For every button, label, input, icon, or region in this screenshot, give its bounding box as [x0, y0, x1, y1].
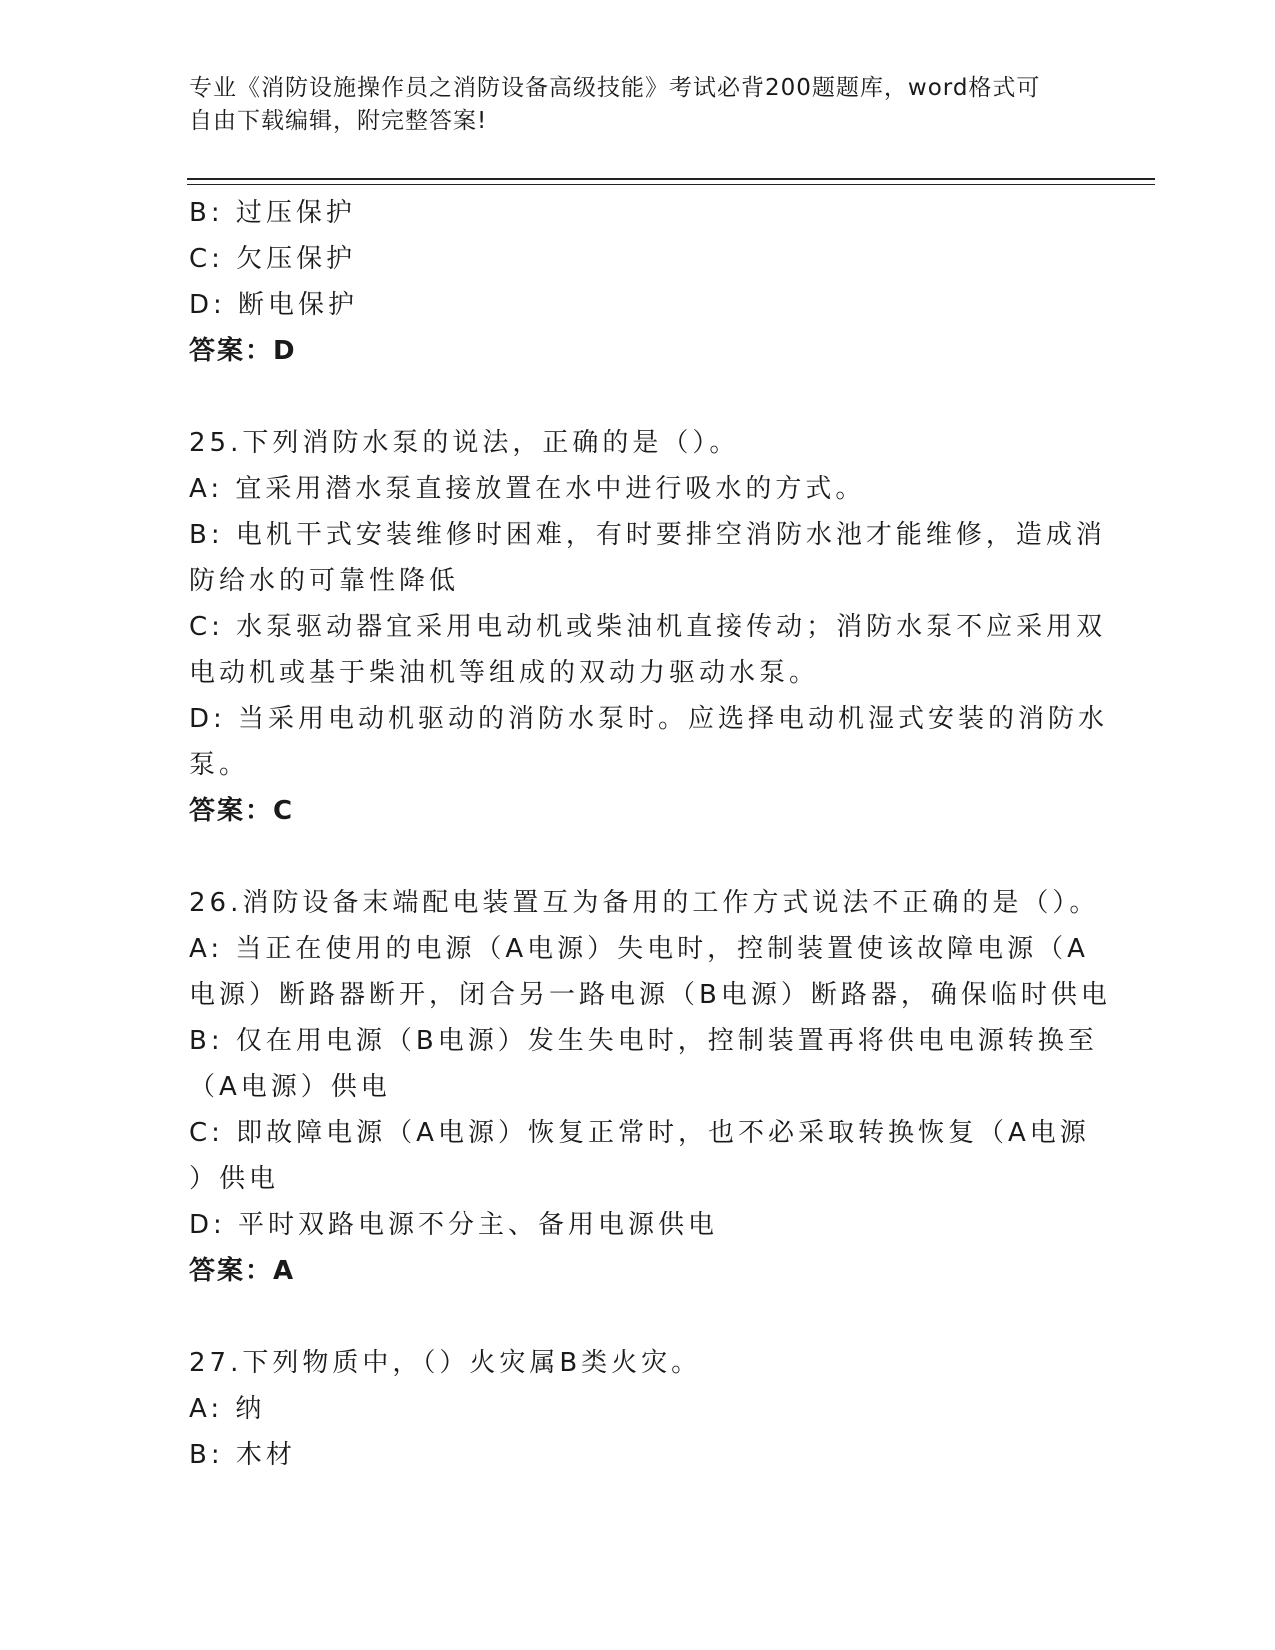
header-divider-thick: [187, 178, 1155, 180]
question-stem: 27.下列物质中，（）火灾属B类火灾。: [189, 1348, 702, 1378]
header-line-1: 专业《消防设施操作员之消防设备高级技能》考试必背200题题库，word格式可: [189, 75, 1041, 101]
answer: 答案：A: [189, 1256, 296, 1286]
question-stem: 25.下列消防水泵的说法，正确的是（）。: [189, 428, 740, 458]
spacer: [189, 1294, 1094, 1340]
option-d-line-1: D: 当采用电动机驱动的消防水泵时。应选择电动机湿式安装的消防水: [189, 704, 1109, 734]
question-27: [189, 1340, 1094, 1478]
option-c-line-2: 电动机或基于柴油机等组成的双动力驱动水泵。: [189, 658, 820, 688]
option-b-line-1: B: 仅在用电源（B电源）发生失电时，控制装置再将供电电源转换至: [189, 1026, 1098, 1056]
option-c-line-1: C: 即故障电源（A电源）恢复正常时，也不必采取转换恢复（A电源: [189, 1118, 1090, 1148]
option-a-line-1: A: 当正在使用的电源（A电源）失电时，控制装置使该故障电源（A: [189, 934, 1089, 964]
spacer: [189, 374, 1094, 420]
header-line-2: 自由下载编辑，附完整答案!: [189, 108, 488, 134]
option-d: D: 平时双路电源不分主、备用电源供电: [189, 1210, 719, 1240]
header-divider-thin: [187, 184, 1155, 185]
option-a-line-2: 电源）断路器断开，闭合另一路电源（B电源）断路器，确保临时供电: [189, 980, 1111, 1010]
option-b-line-1: B: 电机干式安装维修时困难，有时要排空消防水池才能维修，造成消: [189, 520, 1106, 550]
option-b: B: 木材: [189, 1440, 296, 1470]
option-b-line-2: 防给水的可靠性降低: [189, 566, 460, 596]
question-stem: 26.消防设备末端配电装置互为备用的工作方式说法不正确的是（）。: [189, 888, 1100, 918]
option-c-line-2: ）供电: [189, 1164, 280, 1194]
spacer: [189, 834, 1094, 880]
question-26: [189, 880, 1111, 1294]
option-b: B: 过压保护: [189, 198, 356, 228]
question-list: [189, 190, 1111, 1478]
option-d-line-2: 泵。: [189, 750, 250, 780]
option-d: D: 断电保护: [189, 290, 359, 320]
option-c: C: 欠压保护: [189, 244, 357, 274]
option-a: A: 纳: [189, 1394, 266, 1424]
question-24: [189, 190, 1094, 374]
option-b-line-2: （A电源）供电: [189, 1072, 391, 1102]
question-25: [189, 420, 1109, 834]
answer: 答案：D: [189, 336, 297, 366]
document-header: [189, 72, 1089, 138]
option-c-line-1: C: 水泵驱动器宜采用电动机或柴油机直接传动；消防水泵不应采用双: [189, 612, 1107, 642]
option-a: A: 宜采用潜水泵直接放置在水中进行吸水的方式。: [189, 474, 866, 504]
answer: 答案：C: [189, 796, 295, 826]
